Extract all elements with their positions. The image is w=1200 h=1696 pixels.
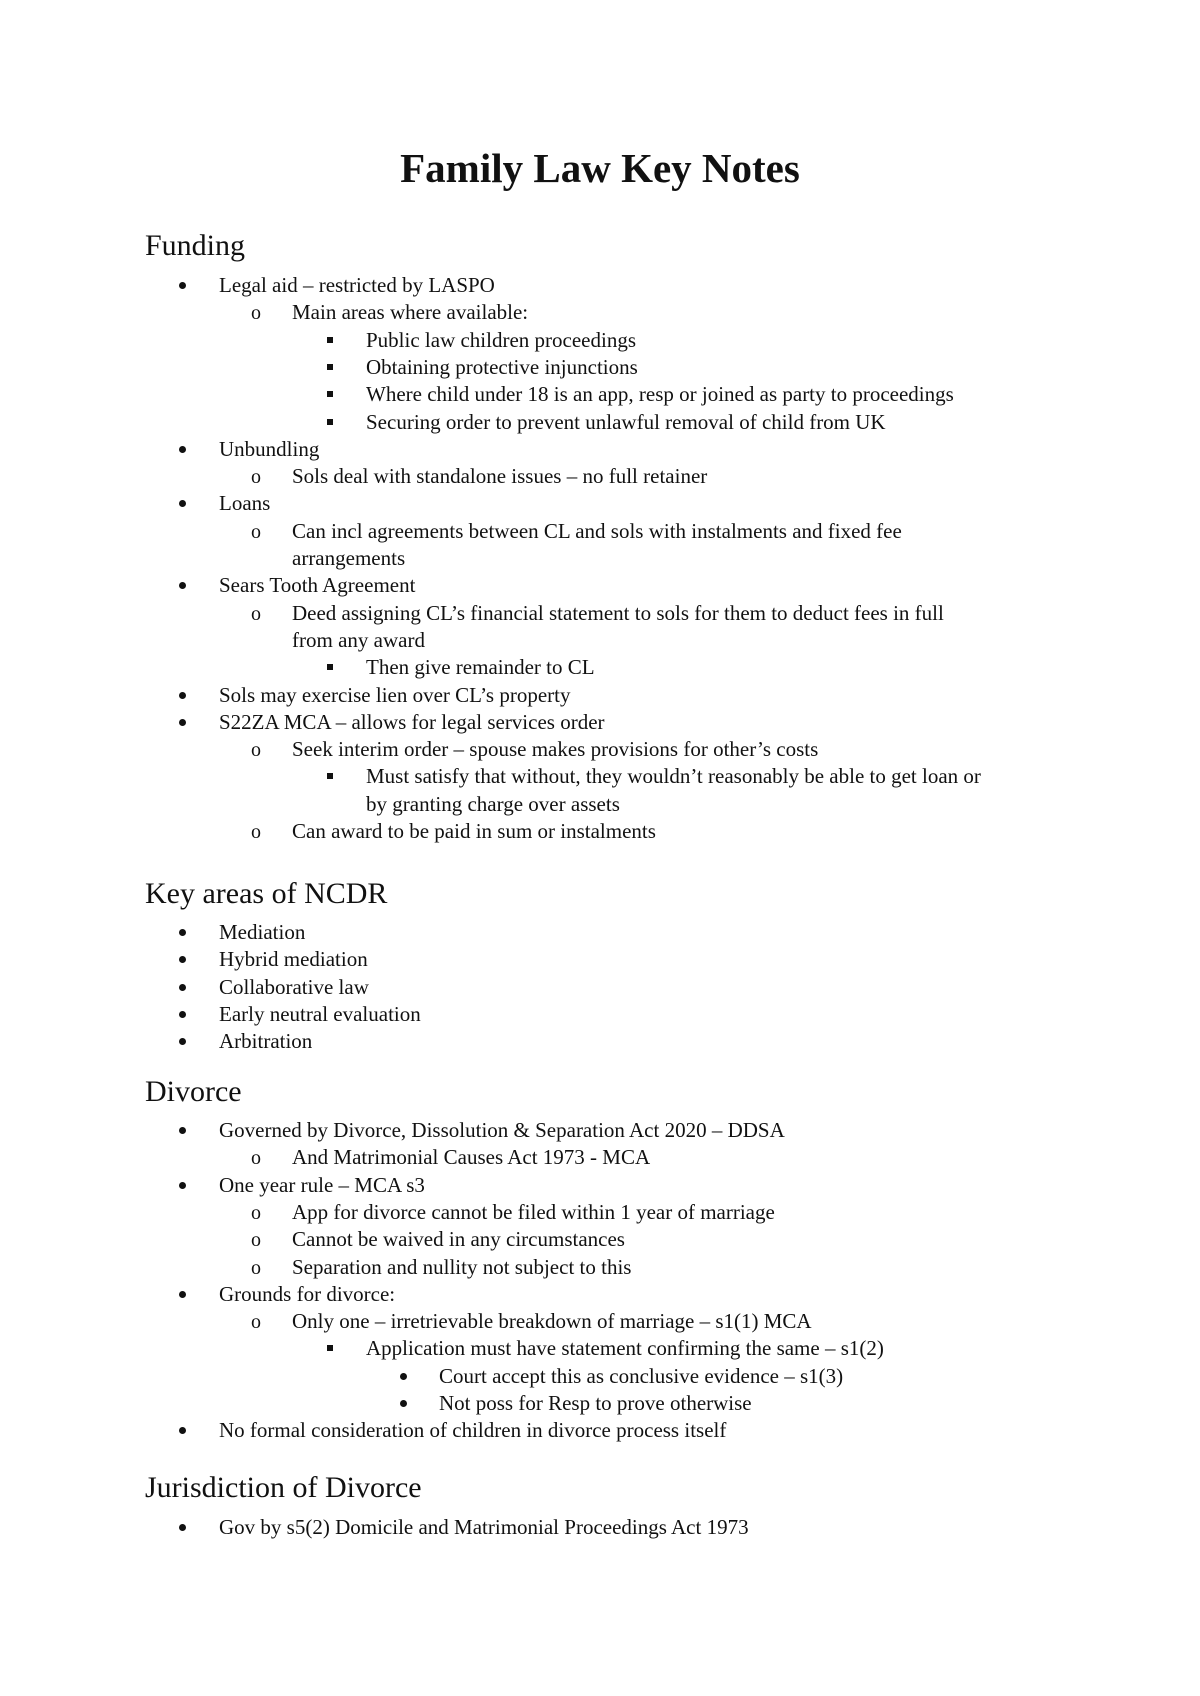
bullet-marker (395, 1390, 411, 1407)
bullet-marker (174, 974, 190, 991)
list-item: Only one – irretrievable breakdown of marriage – s1(1) MCA (292, 1309, 812, 1334)
list-item: App for divorce cannot be filed within 1 year of marriage (292, 1199, 775, 1224)
bullet-marker (248, 1199, 264, 1226)
list-item: Not poss for Resp to prove otherwise (439, 1391, 752, 1415)
list-item: by granting charge over assets (366, 791, 620, 816)
list-item: Application must have statement confirming the same – s1(2) (366, 1336, 884, 1361)
list-item: Legal aid – restricted by LASPO (219, 273, 495, 297)
bullet-marker (248, 299, 264, 326)
list-item: Obtaining protective injunctions (366, 354, 638, 379)
bullet-marker (174, 436, 190, 453)
bullet-marker (174, 1001, 190, 1018)
list-item: Must satisfy that without, they wouldn’t reasonably be able to get loan or (366, 764, 981, 789)
section-heading: Key areas of NCDR (145, 877, 388, 910)
list-item: Deed assigning CL’s financial statement to sols for them to deduct fees in full (292, 600, 944, 625)
bullet-marker (174, 572, 190, 589)
list-item: S22ZA MCA – allows for legal services order (219, 709, 605, 734)
bullet-marker (322, 381, 338, 397)
list-item: Mediation (219, 920, 306, 944)
bullet-marker (322, 1335, 338, 1351)
bullet-marker (174, 682, 190, 699)
list-item: Grounds for divorce: (219, 1281, 396, 1306)
bullet-marker (248, 1226, 264, 1253)
list-item: And Matrimonial Causes Act 1973 - MCA (292, 1145, 651, 1170)
bullet-marker (395, 1363, 411, 1380)
bullet-marker (248, 1308, 264, 1335)
bullet-marker (174, 490, 190, 507)
bullet-marker (322, 327, 338, 343)
bullet-marker (248, 818, 264, 845)
list-item: Main areas where available: (292, 300, 529, 325)
bullet-marker (248, 518, 264, 545)
bullet-marker (248, 463, 264, 490)
bullet-marker (322, 763, 338, 779)
bullet-marker (248, 1144, 264, 1171)
list-item: Hybrid mediation (219, 947, 368, 972)
bullet-marker (174, 1172, 190, 1189)
list-item: Early neutral evaluation (219, 1001, 421, 1026)
bullet-marker (174, 1117, 190, 1134)
list-item: Sols deal with standalone issues – no full retainer (292, 464, 708, 489)
list-item: One year rule – MCA s3 (219, 1172, 425, 1197)
list-item: Court accept this as conclusive evidence – s1(3) (439, 1363, 844, 1388)
bullet-marker (174, 1028, 190, 1045)
section-heading: Jurisdiction of Divorce (145, 1471, 422, 1504)
list-item: Can award to be paid in sum or instalments (292, 819, 656, 843)
list-item: Unbundling (219, 436, 320, 461)
bullet-marker (174, 1417, 190, 1434)
bullet-marker (322, 654, 338, 670)
list-item: arrangements (292, 546, 406, 570)
list-item: Public law children proceedings (366, 327, 637, 352)
list-item: Collaborative law (219, 974, 369, 999)
list-item: Can incl agreements between CL and sols with instalments and fixed fee (292, 518, 902, 543)
bullet-marker (174, 709, 190, 726)
bullet-marker (322, 409, 338, 425)
list-item: Sears Tooth Agreement (219, 573, 416, 598)
list-item: Where child under 18 is an app, resp or joined as party to proceedings (366, 382, 954, 407)
list-item: Securing order to prevent unlawful removal of child from UK (366, 409, 886, 434)
bullet-marker (174, 1281, 190, 1298)
bullet-marker (248, 600, 264, 627)
list-item: Sols may exercise lien over CL’s property (219, 682, 571, 707)
section-heading: Divorce (145, 1075, 242, 1108)
bullet-marker (248, 1254, 264, 1281)
bullet-marker (248, 736, 264, 763)
section-heading: Funding (145, 229, 246, 262)
list-item: from any award (292, 627, 425, 652)
list-item: Governed by Divorce, Dissolution & Separation Act 2020 – DDSA (219, 1118, 785, 1142)
bullet-marker (322, 354, 338, 370)
list-item: Loans (219, 491, 271, 516)
list-item: Arbitration (219, 1029, 313, 1054)
list-item: Separation and nullity not subject to this (292, 1254, 632, 1279)
list-item: Seek interim order – spouse makes provisions for other’s costs (292, 737, 819, 762)
list-item: Cannot be waived in any circumstances (292, 1227, 625, 1252)
bullet-marker (174, 946, 190, 963)
bullet-marker (174, 272, 190, 289)
list-item: Then give remainder to CL (366, 655, 595, 680)
list-item: Gov by s5(2) Domicile and Matrimonial Proceedings Act 1973 (219, 1515, 749, 1539)
bullet-marker (174, 1514, 190, 1531)
page-title: Family Law Key Notes (400, 145, 800, 191)
bullet-marker (174, 919, 190, 936)
list-item: No formal consideration of children in divorce process itself (219, 1418, 727, 1443)
